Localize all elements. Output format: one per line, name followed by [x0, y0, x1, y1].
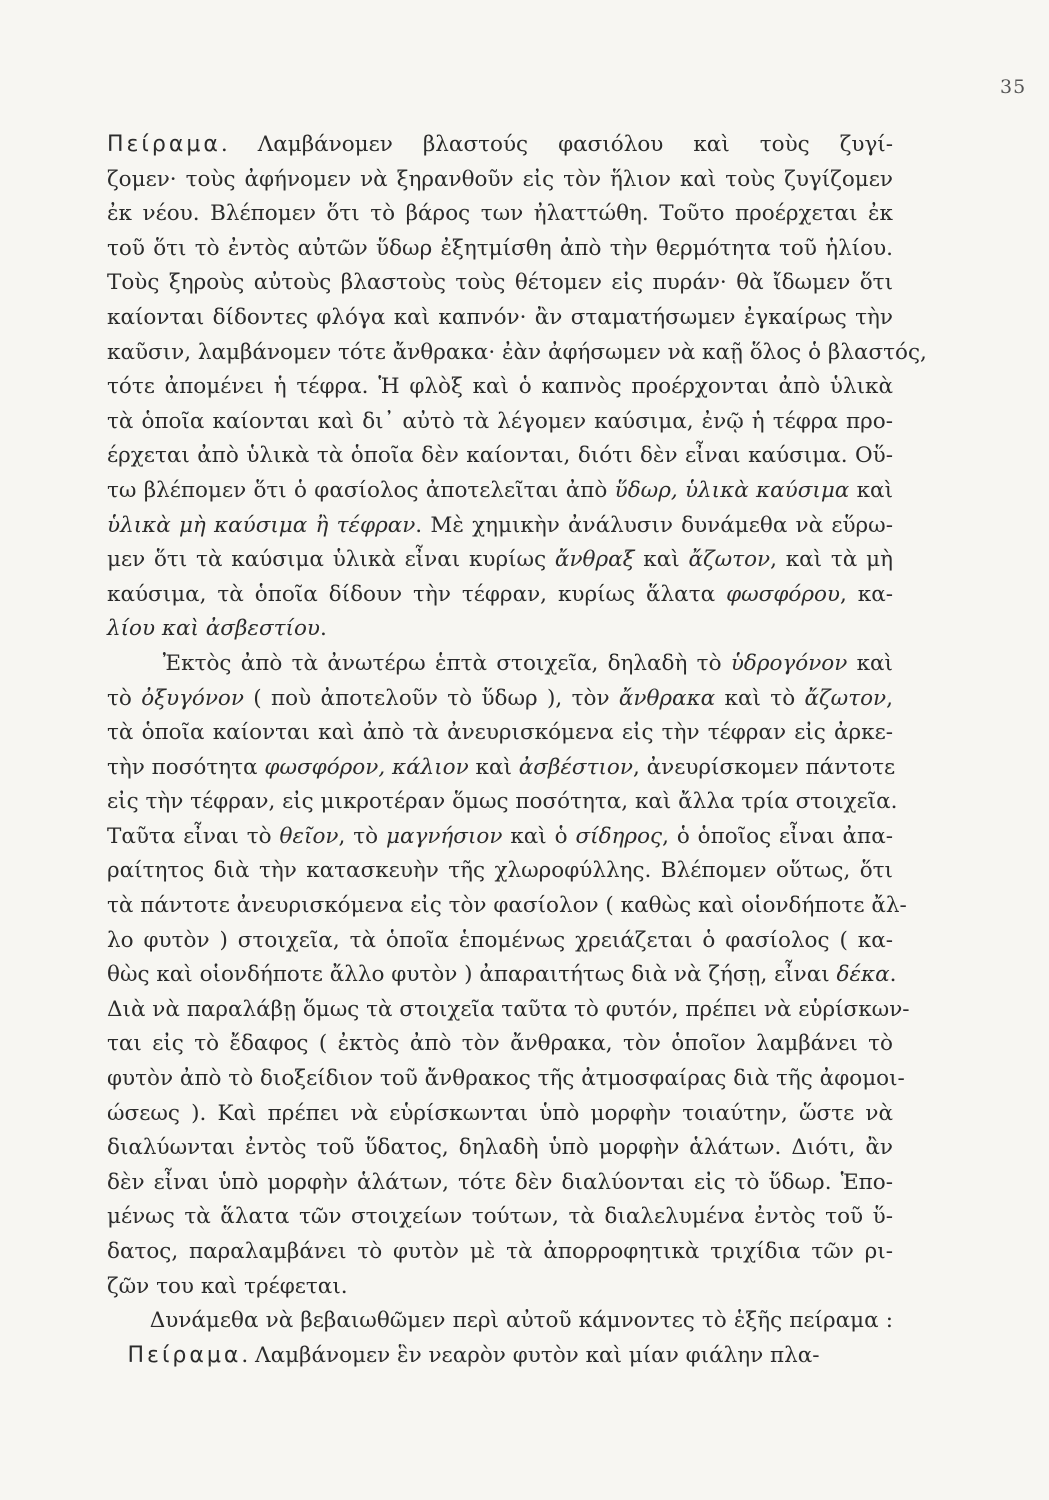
text-segment: . Μὲ χημικὴν ἀνάλυσιν δυνάμεθα νὰ εὕρω- [415, 512, 893, 538]
text-line [107, 1062, 905, 1097]
italic-term: θεῖον [279, 823, 339, 849]
text-line [107, 924, 893, 959]
text-segment: τὰ πάντοτε ἀνευρισκόμενα εἰς τὸν φασίολον ( καθὼς καὶ οἱονδήποτε ἄλ- [107, 893, 907, 919]
italic-term: ὕδωρ, ὑλικὰ καύσιμα [614, 477, 850, 503]
text-segment: ἐκ νέου. Βλέπομεν ὅτι τὸ βάρος των ἠλαττώθη. Τοῦτο προέρχεται ἐκ [107, 201, 893, 227]
text-line [107, 197, 893, 232]
text-line [107, 1235, 893, 1270]
text-line [107, 232, 893, 267]
text-segment: λο φυτὸν ) στοιχεῖα, τὰ ὁποῖα ἑπομένως χρειάζεται ὁ φασίολος ( κα- [107, 927, 893, 953]
text-segment: διαλύωνται ἐντὸς τοῦ ὕδατος, δηλαδὴ ὑπὸ μορφὴν ἁλάτων. Διότι, ἂν [107, 1135, 893, 1161]
italic-term: ἄνθρακα [618, 685, 716, 711]
text-segment: ώσεως ). Καὶ πρέπει νὰ εὑρίσκωνται ὑπὸ μορφὴν τοιαύτην, ὥστε νὰ [107, 1100, 893, 1126]
italic-term: ἀσβέστιον [518, 754, 633, 780]
text-segment: Διὰ νὰ παραλάβῃ ὅμως τὰ στοιχεῖα ταῦτα τὸ φυτόν, πρέπει νὰ εὑρίσκων- [107, 996, 910, 1022]
text-segment: έρχεται ἀπὸ ὑλικὰ τὰ ὁποῖα δὲν καίονται, διότι δὲν εἶναι καύσιμα. Οὕ- [107, 443, 893, 469]
body-text [107, 128, 927, 1373]
text-segment: μεν ὅτι τὰ καύσιμα ὑλικὰ εἶναι κυρίως [107, 547, 555, 573]
text-segment: καῦσιν, λαμβάνομεν τότε ἄνθρακα· ἐὰν ἀφήσωμεν νὰ καῇ ὅλος ὁ βλαστός, [107, 339, 927, 365]
text-line [107, 1131, 893, 1166]
text-line [107, 370, 893, 405]
text-segment: Ἐκτὸς ἀπὸ τὰ ἀνωτέρω ἑπτὰ στοιχεῖα, δηλαδὴ τὸ [107, 650, 731, 676]
text-segment [307, 513, 315, 538]
text-line [107, 716, 893, 751]
text-segment: ( ποὺ ἀποτελοῦν τὸ ὕδωρ ), τὸν [243, 685, 619, 711]
text-segment: Τοὺς ξηροὺς αὐτοὺς βλαστοὺς τοὺς θέτομεν εἰς πυράν· θὰ ἴδωμεν ὅτι [107, 270, 893, 296]
text-line [107, 439, 893, 474]
text-segment: φυτὸν ἀπὸ τὸ διοξείδιον τοῦ ἄνθρακος τῆς ἀτμοσφαίρας διὰ τῆς ἀφομοι- [107, 1066, 905, 1092]
text-segment: . [889, 962, 897, 988]
text-segment: , τὸ [338, 823, 386, 849]
text-line [107, 1027, 893, 1062]
text-segment: Δυνάμεθα νὰ βεβαιωθῶμεν περὶ αὐτοῦ κάμνοντες τὸ ἑξῆς πείραμα : [107, 1308, 893, 1334]
text-segment: ζῶν του καὶ τρέφεται. [107, 1273, 348, 1299]
text-segment: ραίτητος διὰ τὴν κατασκευὴν τῆς χλωροφύλλης. Βλέπομεν οὕτως, ὅτι [107, 858, 893, 884]
text-segment: μένως τὰ ἅλατα τῶν στοιχείων τούτων, τὰ διαλελυμένα ἐντὸς τοῦ ὕ- [107, 1204, 893, 1230]
text-line [107, 889, 907, 924]
text-segment: τὰ ὁποῖα καίονται καὶ ἀπὸ τὰ ἀνευρισκόμενα εἰς τὴν τέφραν εἰς ἀρκε- [107, 720, 893, 746]
text-line [107, 820, 893, 855]
text-segment: εἰς τὴν τέφραν, εἰς μικροτέραν ὅμως ποσότητα, καὶ ἄλλα τρία στοιχεῖα. [107, 789, 898, 815]
text-line [107, 958, 897, 993]
text-segment: καὶ ὁ [502, 823, 576, 849]
text-line [107, 682, 893, 717]
text-segment: ζομεν· τοὺς ἀφήνομεν νὰ ξηρανθοῦν εἰς τὸν ἥλιον καὶ τοὺς ζυγίζομεν [107, 166, 893, 192]
italic-term: δέκα [836, 962, 890, 988]
text-line [107, 266, 893, 301]
page-number: 35 [1000, 76, 1027, 98]
text-line [107, 1304, 893, 1339]
text-line [107, 163, 893, 198]
text-segment: , [886, 685, 893, 711]
text-line [107, 785, 898, 820]
text-line [107, 301, 893, 336]
text-segment: καὶ [849, 477, 894, 503]
text-line [107, 543, 893, 578]
text-line [107, 405, 893, 440]
text-line [107, 1270, 893, 1305]
section-heading: Πείραμα [127, 1342, 242, 1368]
text-line [107, 336, 927, 371]
text-segment: καὶ [847, 650, 893, 676]
text-segment: τὸ [107, 685, 142, 711]
text-line [107, 647, 893, 682]
text-line [107, 1339, 893, 1374]
text-segment [107, 1343, 128, 1368]
text-segment: . [319, 616, 327, 642]
text-segment: Ταῦτα εἶναι τὸ [107, 823, 280, 849]
text-line [107, 854, 893, 889]
italic-term: φωσφόρου [726, 581, 840, 607]
text-segment: , καὶ τὰ μὴ [770, 547, 893, 573]
text-segment: θὼς καὶ οἱονδήποτε ἄλλο φυτὸν ) ἀπαραιτήτως διὰ νὰ ζήσῃ, εἶναι [107, 962, 837, 988]
italic-term: ὑδρογόνον [730, 650, 848, 676]
italic-term: ἄζωτον [688, 547, 771, 573]
text-segment: . Λαμβάνομεν ἓν νεαρὸν φυτὸν καὶ μίαν φιάλην πλα- [241, 1342, 820, 1368]
italic-term: φωσφόρον, κάλιον [264, 754, 469, 780]
text-line [107, 1200, 893, 1235]
italic-term: ἄνθραξ [554, 547, 635, 573]
text-segment: καίονται δίδοντες φλόγα καὶ καπνόν· ἂν σταματήσωμεν ἐγκαίρως τὴν [107, 304, 893, 330]
text-line [107, 1097, 893, 1132]
text-segment: , κα- [840, 581, 894, 607]
text-line [107, 128, 893, 163]
text-segment: τότε ἀπομένει ἡ τέφρα. Ἡ φλὸξ καὶ ὁ καπνὸς προέρχονται ἀπὸ ὑλικὰ [107, 374, 893, 400]
text-line [107, 1166, 893, 1201]
text-segment: ται εἰς τὸ ἔδαφος ( ἐκτὸς ἀπὸ τὸν ἄνθρακα, τὸν ὁποῖον λαμβάνει τὸ [107, 1031, 893, 1057]
text-segment: καὶ [634, 547, 689, 573]
italic-term: μαγνήσιον [385, 823, 503, 849]
text-segment: τω βλέπομεν ὅτι ὁ φασίολος ἀποτελεῖται ἀπὸ [107, 477, 615, 503]
text-line [107, 474, 893, 509]
text-segment: δὲν εἶναι ὑπὸ μορφὴν ἁλάτων, τότε δὲν διαλύονται εἰς τὸ ὕδωρ. Ἑπο- [107, 1169, 893, 1195]
text-segment: τὰ ὁποῖα καίονται καὶ δι᾿ αὐτὸ τὰ λέγομεν καύσιμα, ἐνῷ ἡ τέφρα προ- [107, 408, 893, 434]
text-segment: δατος, παραλαμβάνει τὸ φυτὸν μὲ τὰ ἀπορροφητικὰ τριχίδια τῶν ρι- [107, 1239, 893, 1264]
text-line [107, 993, 910, 1028]
section-heading: Πείραμα [107, 132, 221, 157]
text-segment: , ὁ ὁποῖος εἶναι ἀπα- [662, 823, 893, 849]
text-segment: καύσιμα, τὰ ὁποῖα δίδουν τὴν τέφραν, κυρίως ἅλατα [107, 581, 727, 607]
italic-term: ὀξυγόνον [141, 685, 244, 711]
text-segment: τὴν ποσότητα [107, 754, 265, 780]
text-line [107, 751, 896, 786]
text-line [107, 578, 893, 613]
italic-term: λίου καὶ ἀσβεστίου [107, 616, 320, 642]
text-line [107, 612, 893, 647]
italic-term: ἄζωτον [804, 685, 887, 711]
italic-term: ἢ τέφραν [315, 512, 416, 538]
text-segment: καὶ [468, 754, 519, 780]
text-segment: καὶ τὸ [715, 685, 805, 711]
text-segment: τοῦ ὅτι τὸ ἐντὸς αὐτῶν ὕδωρ ἐξητμίσθη ἀπὸ τὴν θερμότητα τοῦ ἡλίου. [107, 235, 893, 261]
text-segment: . Λαμβάνομεν βλαστούς φασιόλου καὶ τοὺς ζυγί- [220, 132, 893, 157]
italic-term: ὑλικὰ μὴ καύσιμα [107, 512, 308, 538]
text-line [107, 509, 893, 544]
text-segment: , ἀνευρίσκομεν πάντοτε [632, 754, 896, 780]
italic-term: σίδηρος [575, 823, 663, 849]
